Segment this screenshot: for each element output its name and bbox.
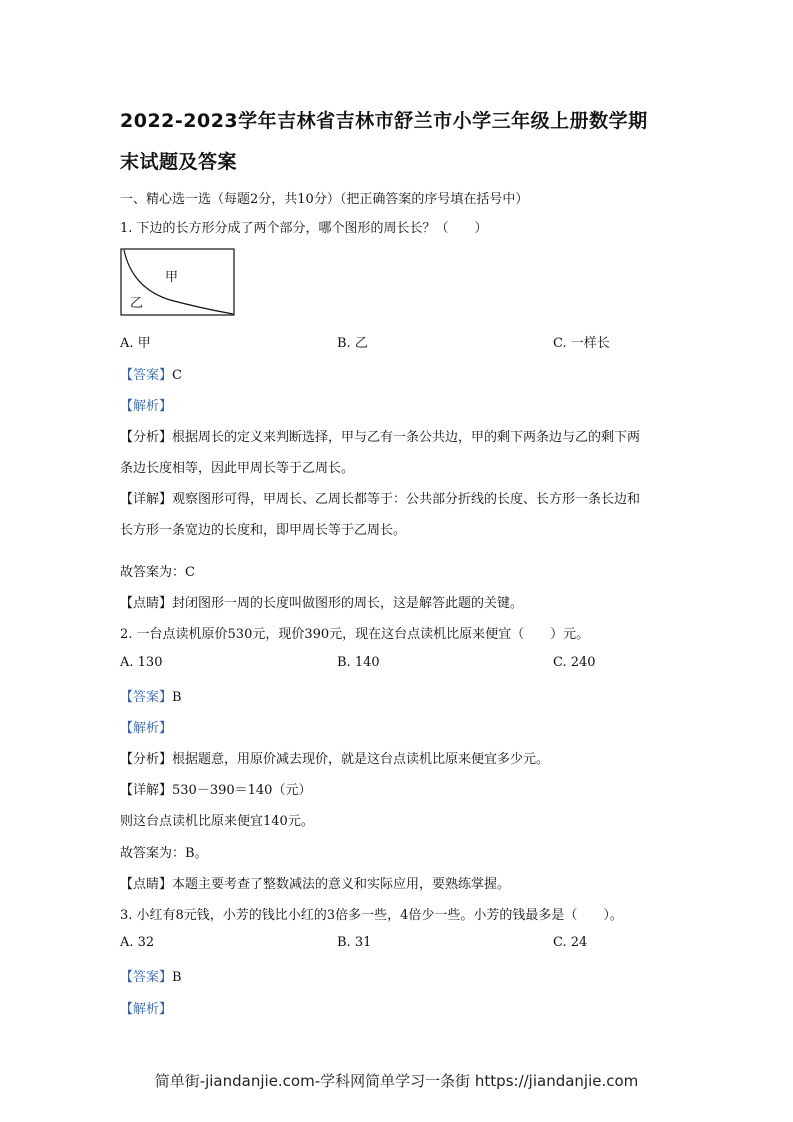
answer-tag: 【答案】 bbox=[120, 368, 173, 383]
q1-option-c: C. 一样长 bbox=[553, 336, 610, 351]
q2-dianjing bbox=[120, 873, 510, 892]
figure-label-jia: 甲 bbox=[165, 270, 179, 285]
q2-conclusion: 故答案为：B。 bbox=[120, 846, 208, 861]
xiangjie-tag: 【详解】 bbox=[120, 492, 173, 507]
q2-analysis-tag: 【解析】 bbox=[120, 721, 173, 736]
figure-label-yi: 乙 bbox=[130, 296, 144, 311]
dianjing-tag: 【点睛】 bbox=[120, 877, 173, 892]
answer-value: C bbox=[172, 368, 182, 383]
fenxi-text: 根据题意，用原价减去现价，就是这台点读机比原来便宜多少元。 bbox=[172, 752, 550, 767]
q2-option-a: A. 130 bbox=[120, 655, 163, 670]
q2-stem: 2. 一台点读机原价530元，现价390元，现在这台点读机比原来便宜（ ）元。 bbox=[120, 627, 590, 642]
q3-stem: 3. 小红有8元钱，小芳的钱比小红的3倍多一些，4倍少一些。小芳的钱最多是（ ）。 bbox=[120, 908, 623, 923]
xiangjie-text: 530－390＝140（元） bbox=[172, 783, 312, 798]
q1-analysis-tag: 【解析】 bbox=[120, 399, 173, 414]
q1-fenxi-line-1 bbox=[120, 426, 640, 445]
section-heading: 一、精心选一选（每题2分，共10分）（把正确答案的序号填在括号中） bbox=[120, 192, 529, 207]
answer-tag: 【答案】 bbox=[120, 690, 173, 705]
q3-analysis-tag: 【解析】 bbox=[120, 1002, 173, 1017]
q1-option-b: B. 乙 bbox=[337, 336, 368, 351]
q1-conclusion: 故答案为：C bbox=[120, 565, 195, 580]
q2-then-line: 则这台点读机比原来便宜140元。 bbox=[120, 814, 314, 829]
q3-answer bbox=[120, 966, 182, 985]
document-title-line-1: 2022-2023学年吉林省吉林市舒兰市小学三年级上册数学期 bbox=[120, 110, 648, 132]
q1-dianjing bbox=[120, 592, 523, 611]
q2-xiangjie bbox=[120, 779, 311, 798]
answer-value: B bbox=[172, 970, 182, 985]
fenxi-tag: 【分析】 bbox=[120, 430, 173, 445]
q3-option-b: B. 31 bbox=[337, 935, 372, 950]
dianjing-text: 封闭图形一周的长度叫做图形的周长，这是解答此题的关键。 bbox=[172, 596, 524, 611]
q1-answer bbox=[120, 364, 182, 383]
q2-option-b: B. 140 bbox=[337, 655, 380, 670]
q1-fenxi-line-2: 条边长度相等，因此甲周长等于乙周长。 bbox=[120, 461, 355, 476]
q1-xiangjie-line-2: 长方形一条宽边的长度和，即甲周长等于乙周长。 bbox=[120, 523, 407, 538]
answer-value: B bbox=[172, 690, 182, 705]
fenxi-text: 根据周长的定义来判断选择，甲与乙有一条公共边，甲的剩下两条边与乙的剩下两 bbox=[172, 430, 641, 445]
q1-stem: 1. 下边的长方形分成了两个部分，哪个图形的周长长？（ ） bbox=[120, 221, 488, 236]
dianjing-text: 本题主要考查了整数减法的意义和实际应用，要熟练掌握。 bbox=[172, 877, 511, 892]
answer-tag: 【答案】 bbox=[120, 970, 173, 985]
q1-rectangle-figure bbox=[120, 248, 235, 316]
q1-option-a: A. 甲 bbox=[120, 336, 151, 351]
xiangjie-tag: 【详解】 bbox=[120, 783, 173, 798]
q3-option-a: A. 32 bbox=[120, 935, 155, 950]
q2-answer bbox=[120, 686, 182, 705]
dianjing-tag: 【点睛】 bbox=[120, 596, 173, 611]
q1-xiangjie-line-1 bbox=[120, 488, 640, 507]
xiangjie-text: 观察图形可得，甲周长、乙周长都等于：公共部分折线的长度、长方形一条长边和 bbox=[172, 492, 641, 507]
q2-option-c: C. 240 bbox=[553, 655, 596, 670]
document-title-line-2: 末试题及答案 bbox=[120, 151, 238, 173]
q3-option-c: C. 24 bbox=[553, 935, 588, 950]
fenxi-tag: 【分析】 bbox=[120, 752, 173, 767]
page-footer-watermark: 简单街-jiandanjie.com-学科网简单学习一条街 https://jiandanjie.com bbox=[154, 1072, 639, 1090]
q2-fenxi bbox=[120, 748, 549, 767]
